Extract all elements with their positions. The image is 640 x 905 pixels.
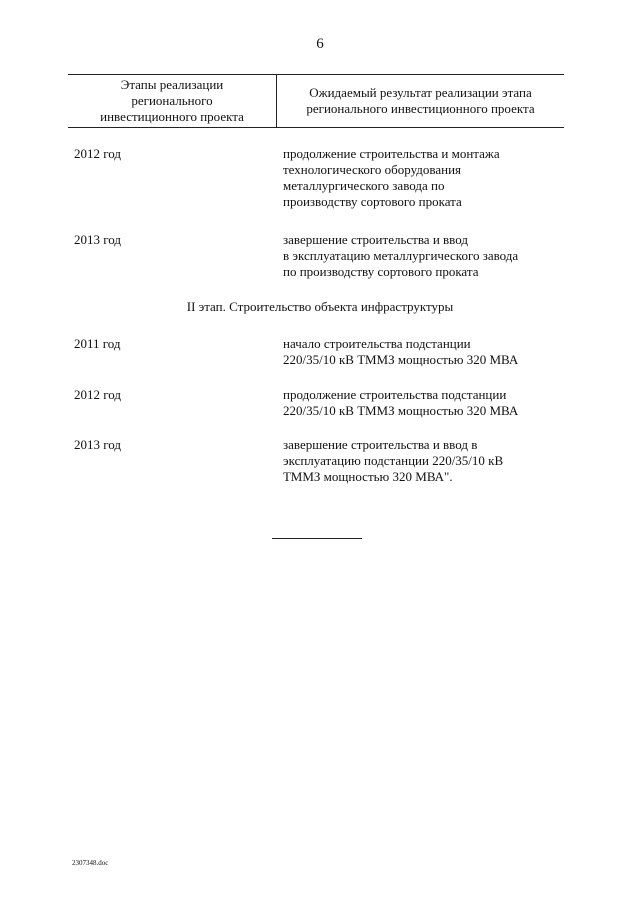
row-year: 2012 год xyxy=(74,146,121,161)
page-number: 6 xyxy=(316,36,324,52)
row-result: завершение строительства и ввод в эксплуатацию подстанции 220/35/10 кВ ТММЗ мощностью 320 МВА". xyxy=(283,437,504,484)
row-result: продолжение строительства подстанции 220/35/10 кВ ТММЗ мощностью 320 МВА xyxy=(283,387,519,418)
footer-filename: 2307348.doc xyxy=(72,859,109,867)
row-year: 2013 год xyxy=(74,437,121,452)
header-stages-column: Этапы реализации регионального инвестиционного проекта xyxy=(68,75,277,127)
row-year: 2011 год xyxy=(74,336,121,351)
row-year: 2012 год xyxy=(74,387,121,402)
row-result: завершение строительства и ввод в эксплуатацию металлургического завода по производству сортового проката xyxy=(283,232,519,279)
row-result: продолжение строительства и монтажа технологического оборудования металлургического завода по производству сортового проката xyxy=(283,146,500,209)
header-results-column: Ожидаемый результат реализации этапа регионального инвестиционного проекта xyxy=(306,85,535,116)
stage-heading: II этап. Строительство объекта инфраструктуры xyxy=(186,299,454,314)
row-year: 2013 год xyxy=(74,232,121,247)
table-header xyxy=(68,74,564,128)
end-divider xyxy=(272,538,362,539)
row-result: начало строительства подстанции 220/35/10 кВ ТММЗ мощностью 320 МВА xyxy=(283,336,519,367)
